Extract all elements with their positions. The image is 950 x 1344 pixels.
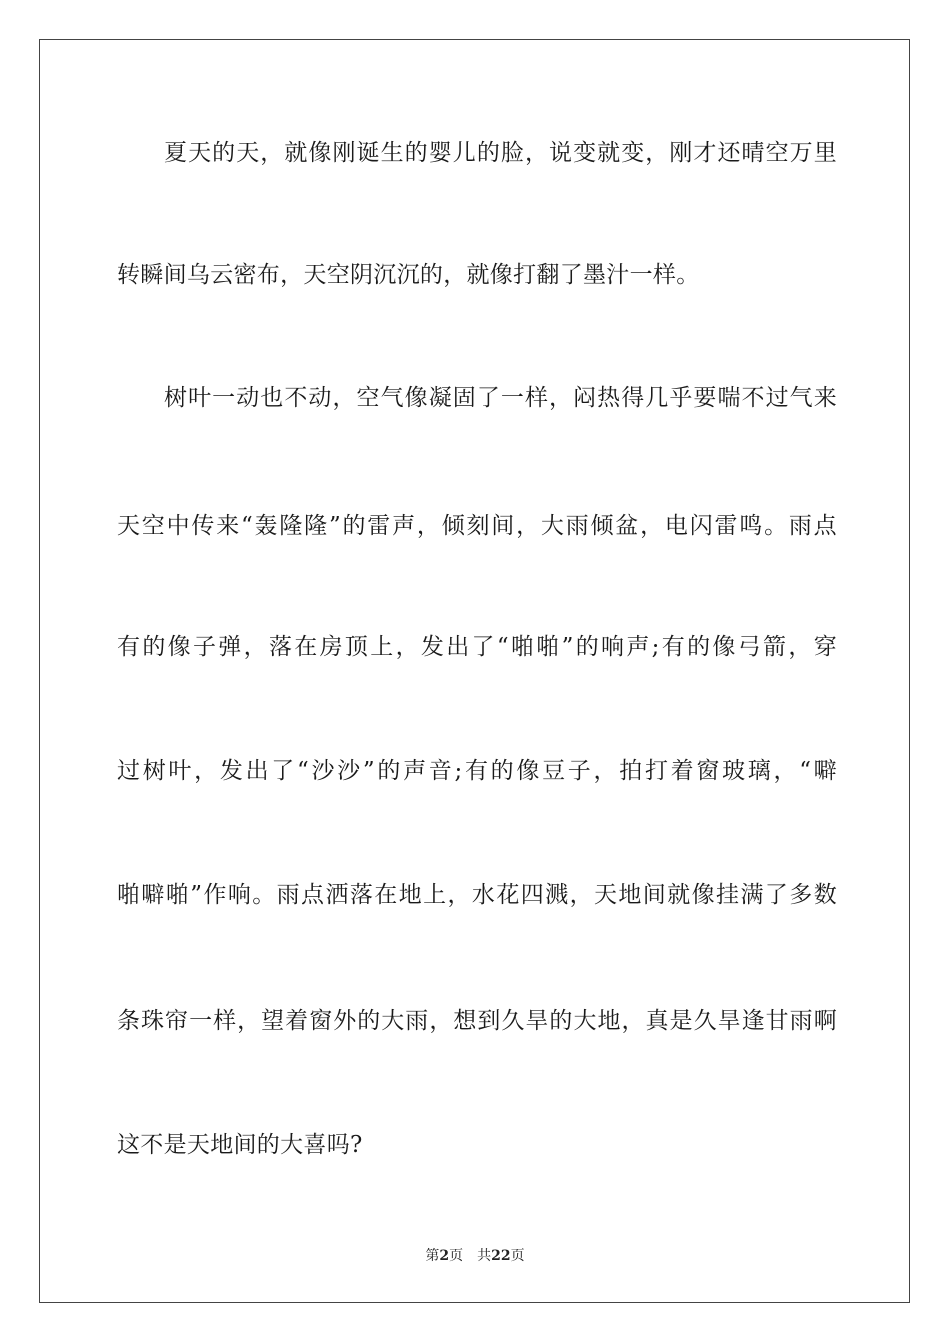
paragraph-1-line-2: 转瞬间乌云密布，天空阴沉沉的，就像打翻了墨汁一样。 <box>117 262 700 288</box>
total-prefix: 共 <box>477 1248 492 1264</box>
total-pages: 22 <box>491 1248 511 1264</box>
total-suffix: 页 <box>510 1248 525 1264</box>
paragraph-2-line-5: 啪噼啪”作响。雨点洒落在地上，水花四溅，天地间就像挂满了多数 <box>117 882 837 908</box>
paragraph-2-line-6: 条珠帘一样，望着窗外的大雨，想到久旱的大地，真是久旱逢甘雨啊 <box>117 1008 837 1034</box>
paragraph-2-line-4: 过树叶，发出了“沙沙”的声音;有的像豆子，拍打着窗玻璃，“噼 <box>117 758 837 784</box>
paragraph-2-line-3: 有的像子弹，落在房顶上，发出了“啪啪”的响声;有的像弓箭，穿 <box>117 634 837 660</box>
page-border <box>39 39 910 1303</box>
page-footer <box>0 1247 950 1265</box>
paragraph-1-line-1: 夏天的天，就像刚诞生的婴儿的脸，说变就变，刚才还晴空万里 <box>164 140 837 166</box>
page-suffix: 页 <box>449 1248 464 1264</box>
paragraph-2-line-7: 这不是天地间的大喜吗? <box>117 1132 363 1158</box>
page-number: 2 <box>439 1248 450 1264</box>
paragraph-2-line-1: 树叶一动也不动，空气像凝固了一样，闷热得几乎要喘不过气来 <box>164 385 837 411</box>
paragraph-2-line-2: 天空中传来“轰隆隆”的雷声，倾刻间，大雨倾盆，电闪雷鸣。雨点 <box>117 513 837 539</box>
page-prefix: 第 <box>425 1248 440 1264</box>
